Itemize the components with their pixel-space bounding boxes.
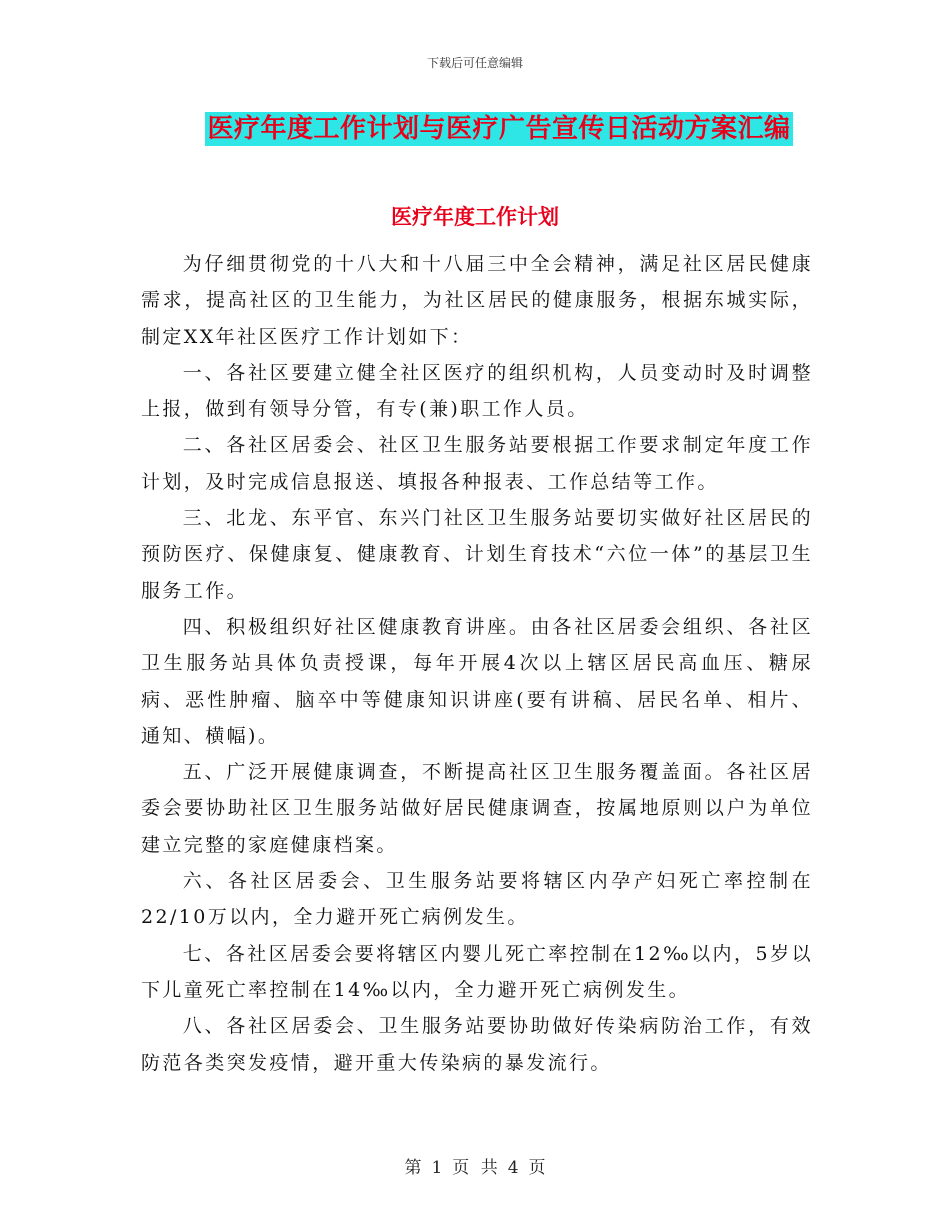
paragraph-item-3: 三、北龙、东平官、东兴门社区卫生服务站要切实做好社区居民的预防医疗、保健康复、健康教育、计划生育技术“六位一体”的基层卫生服务工作。 bbox=[141, 507, 813, 602]
paragraph-item-7: 七、各社区居委会要将辖区内婴儿死亡率控制在12‰以内，5岁以下儿童死亡率控制在14‰以内，全力避开死亡病例发生。 bbox=[141, 942, 813, 1001]
footer-page-number: 1 bbox=[431, 1158, 443, 1178]
document-title: 医疗年度工作计划与医疗广告宣传日活动方案汇编 bbox=[207, 114, 791, 144]
paragraph-item-5: 五、广泛开展健康调查，不断提高社区卫生服务覆盖面。各社区居委会要协助社区卫生服务站做好居民健康调查，按属地原则以户为单位建立完整的家庭健康档案。 bbox=[141, 761, 813, 856]
footer-middle: 页 共 bbox=[452, 1158, 498, 1178]
footer-total-pages: 4 bbox=[507, 1158, 519, 1178]
footer-suffix: 页 bbox=[528, 1158, 546, 1178]
paragraph-intro: 为仔细贯彻党的十八大和十八届三中全会精神，满足社区居民健康需求，提高社区的卫生能力，为社区居民的健康服务，根据东城实际，制定XX年社区医疗工作计划如下： bbox=[141, 253, 813, 348]
paragraph-item-6: 六、各社区居委会、卫生服务站要将辖区内孕产妇死亡率控制在22/10万以内，全力避开死亡病例发生。 bbox=[141, 870, 813, 929]
document-title-container bbox=[0, 112, 950, 146]
footer-prefix: 第 bbox=[404, 1158, 422, 1178]
paragraph-item-1: 一、各社区要建立健全社区医疗的组织机构，人员变动时及时调整上报，做到有领导分管，有专(兼)职工作人员。 bbox=[141, 361, 813, 421]
section-title: 医疗年度工作计划 bbox=[391, 204, 559, 229]
paragraph-item-2: 二、各社区居委会、社区卫生服务站要根据工作要求制定年度工作计划，及时完成信息报送、填报各种报表、工作总结等工作。 bbox=[141, 434, 813, 493]
header-note: 下载后可任意编辑 bbox=[426, 56, 523, 70]
paragraph-item-8: 八、各社区居委会、卫生服务站要协助做好传染病防治工作，有效防范各类突发疫情，避开重大传染病的暴发流行。 bbox=[141, 1015, 813, 1074]
page-footer bbox=[0, 1153, 950, 1178]
document-body bbox=[141, 246, 813, 1081]
paragraph-item-4: 四、积极组织好社区健康教育讲座。由各社区居委会组织、各社区卫生服务站具体负责授课，每年开展4次以上辖区居民高血压、糖尿病、恶性肿瘤、脑卒中等健康知识讲座(要有讲稿、居民名单、相片、通知、横幅)。 bbox=[141, 615, 813, 747]
